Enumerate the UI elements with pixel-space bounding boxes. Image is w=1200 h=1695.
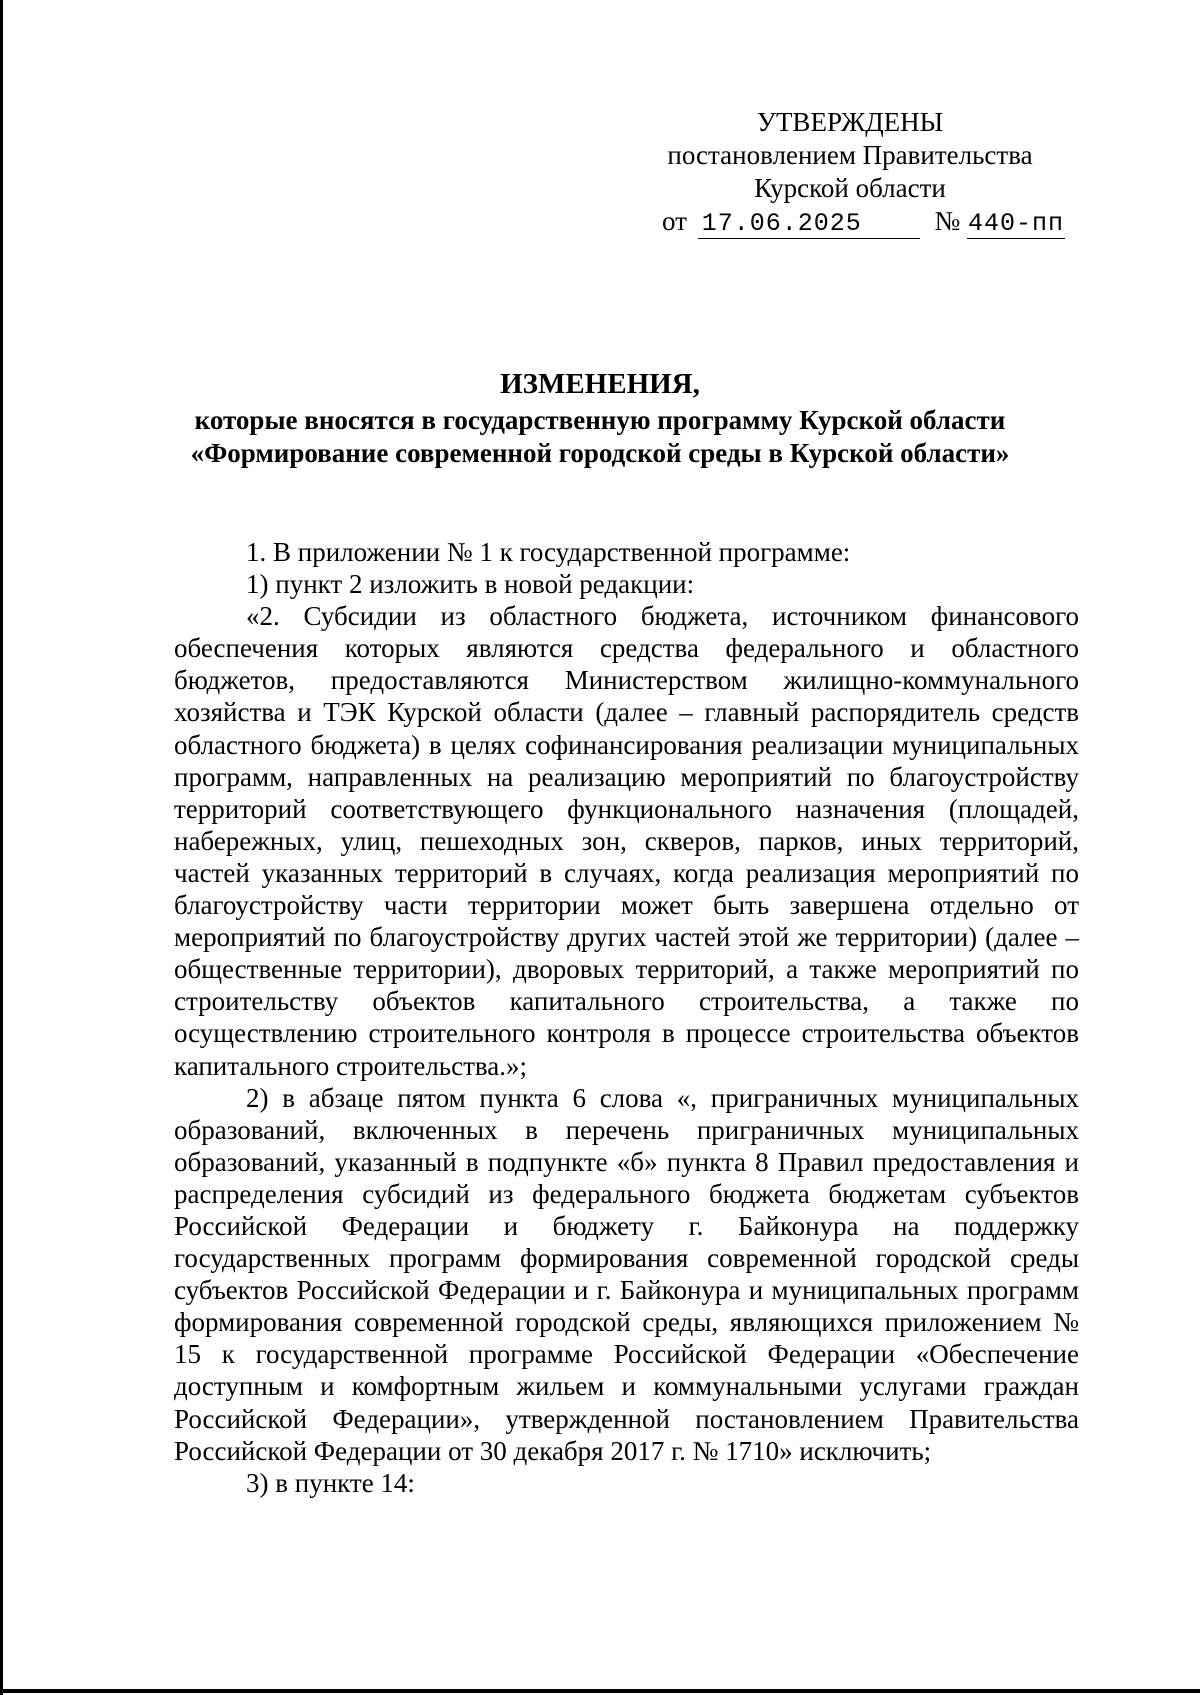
document-subtitle-line-1: которые вносятся в государственную программу Курской области [194,405,1006,435]
paragraph: «2. Субсидии из областного бюджета, источником финансового обеспечения которых являются средства федерального и областного бюджетов, предоставляются Министерством жилищно-коммунального хозяйства и ТЭК Курской области (далее – главный распорядитель средств областного бюджета) в целях софинансирования реализации муниципальных программ, направленных на реализацию мероприятий по благоустройству территорий соответствующего функционального назначения (площадей, набережных, улиц, пешеходных зон, скверов, парков, иных территорий, частей указанных территорий в случаях, когда реализация мероприятий по благоустройству части территории может быть завершена отдельно от мероприятий по благоустройству других частей этой же территории) (далее – общественные территории), дворовых территорий, а также мероприятий по строительству объектов капитального строительства, а также по осуществлению строительного контроля в процессе строительства объектов капитального строительства.»; [174,601,1079,1081]
approval-number: 440-пп [967,209,1064,238]
scan-edge-bottom [0,1689,1200,1693]
approval-line-1: постановлением Правительства [667,140,1033,170]
approval-reference [640,205,1064,239]
approval-date: 17.06.2025 [698,210,920,239]
approval-heading: УТВЕРЖДЕНЫ [756,107,944,137]
approval-stamp [640,106,1064,239]
document-heading [150,368,1050,470]
date-prefix: от [662,206,687,236]
paragraph: 2) в абзаце пятом пункта 6 слова «, приграничных муниципальных образований, включенных в перечень приграничных муниципальных образований, указанный в подпункте «б» пункта 8 Правил предоставления и распределения субсидий из федерального бюджета бюджетам субъектов Российской Федерации и бюджету г. Байконура на поддержку государственных программ формирования современной городской среды субъектов Российской Федерации и г. Байконура и муниципальных программ формирования современной городской среды, являющихся приложением № 15 к государственной программе Российской Федерации «Обеспечение доступным и комфортным жильем и коммунальными услугами граждан Российской Федерации», утвержденной постановлением Правительства Российской Федерации от 30 декабря 2017 г. № 1710» исключить; [174,1082,1079,1466]
document-title: ИЗМЕНЕНИЯ, [500,368,700,400]
approval-line-2: Курской области [754,173,946,203]
paragraph: 3) в пункте 14: [246,1467,415,1498]
number-sign: № [934,206,961,236]
paragraph: 1) пункт 2 изложить в новой редакции: [246,569,695,600]
document-subtitle-line-2: «Формирование современной городской среды в Курской области» [190,438,1010,468]
paragraph: 1. В приложении № 1 к государственной программе: [246,537,851,567]
document-body [174,536,1079,1499]
scan-edge-left [0,0,3,1695]
